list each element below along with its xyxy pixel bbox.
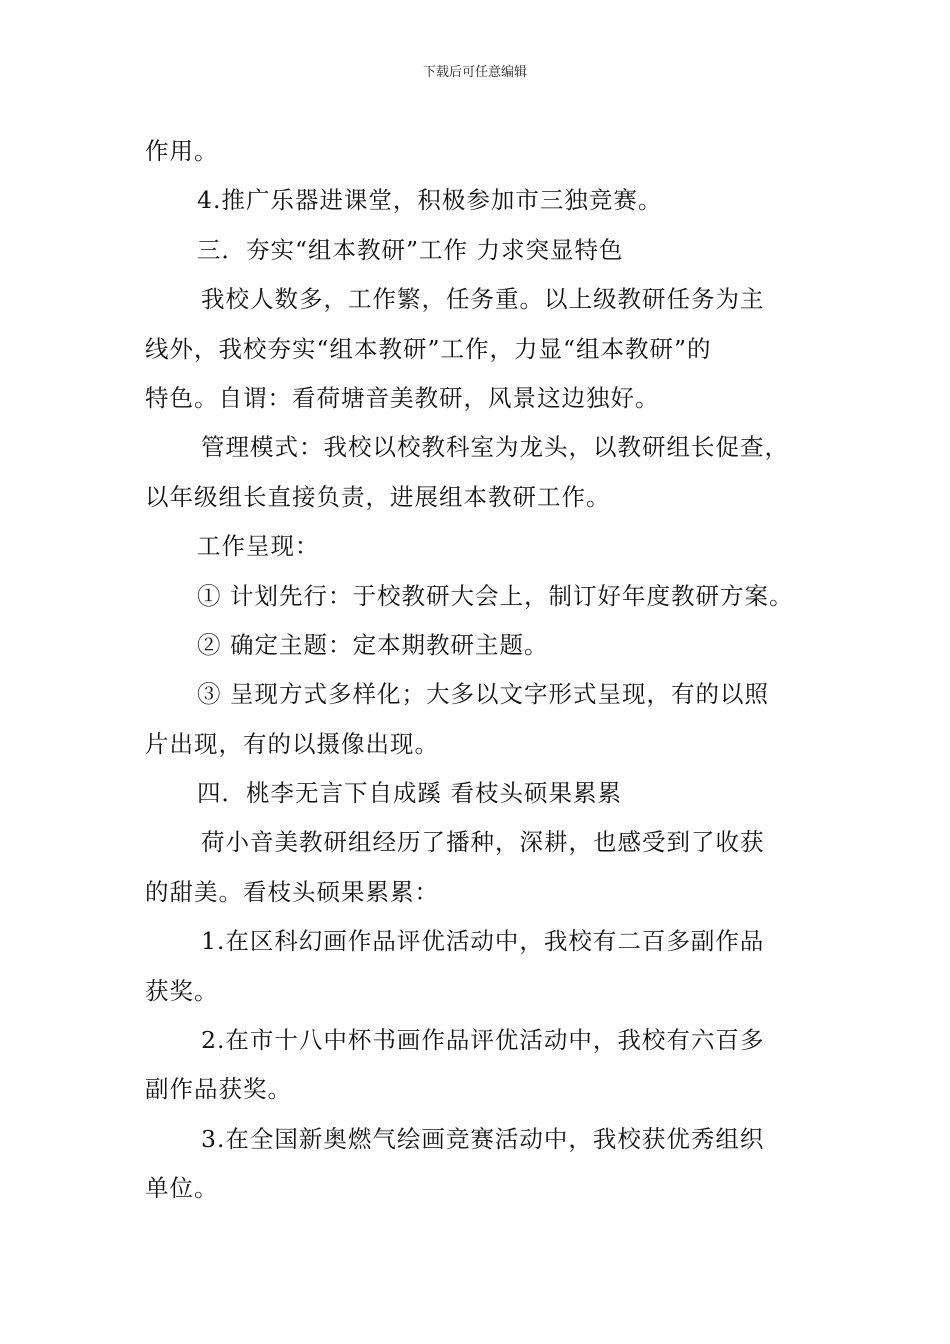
text-line: 获奖。 bbox=[145, 976, 219, 1005]
text-line: 片出现，有的以摄像出现。 bbox=[145, 729, 439, 758]
text-line: 的甜美。看枝头硕果累累： bbox=[145, 877, 439, 906]
text-line: 单位。 bbox=[145, 1174, 219, 1203]
text-line: 管理模式：我校以校教科室为龙头，以教研组长促查， bbox=[201, 433, 789, 462]
text-line: 副作品获奖。 bbox=[145, 1075, 292, 1104]
list-item: 1.在区科幻画作品评优活动中，我校有二百多副作品 bbox=[201, 927, 765, 956]
text-line: 荷小音美教研组经历了播种，深耕，也感受到了收获 bbox=[201, 828, 765, 857]
list-item: 3.在全国新奥燃气绘画竞赛活动中，我校获优秀组织 bbox=[201, 1124, 765, 1153]
text-line: 我校人数多，工作繁，任务重。以上级教研任务为主 bbox=[201, 285, 765, 314]
text-line: 特色。自谓：看荷塘音美教研，风景这边独好。 bbox=[145, 383, 660, 412]
text-line: 作用。 bbox=[145, 137, 219, 165]
section-heading: 三．夯实“组本教研”工作 力求突显特色 bbox=[197, 235, 624, 264]
document-body bbox=[145, 127, 815, 1214]
section-heading: 四．桃李无言下自成蹊 看枝头硕果累累 bbox=[197, 779, 622, 808]
text-line: 工作呈现： bbox=[197, 532, 320, 561]
text-line: 线外，我校夯实“组本教研”工作，力显“组本教研”的 bbox=[145, 334, 712, 363]
text-line: 4.推广乐器进课堂，积极参加市三独竞赛。 bbox=[197, 186, 663, 215]
list-item: ③ 呈现方式多样化；大多以文字形式呈现，有的以照 bbox=[197, 680, 769, 709]
text-line: 以年级组长直接负责，进展组本教研工作。 bbox=[145, 482, 611, 511]
list-item: ② 确定主题：定本期教研主题。 bbox=[197, 630, 549, 659]
list-item: ① 计划先行：于校教研大会上，制订好年度教研方案。 bbox=[197, 581, 794, 610]
page-header-note: 下载后可任意编辑 bbox=[422, 65, 527, 80]
list-item: 2.在市十八中杯书画作品评优活动中，我校有六百多 bbox=[201, 1026, 765, 1055]
